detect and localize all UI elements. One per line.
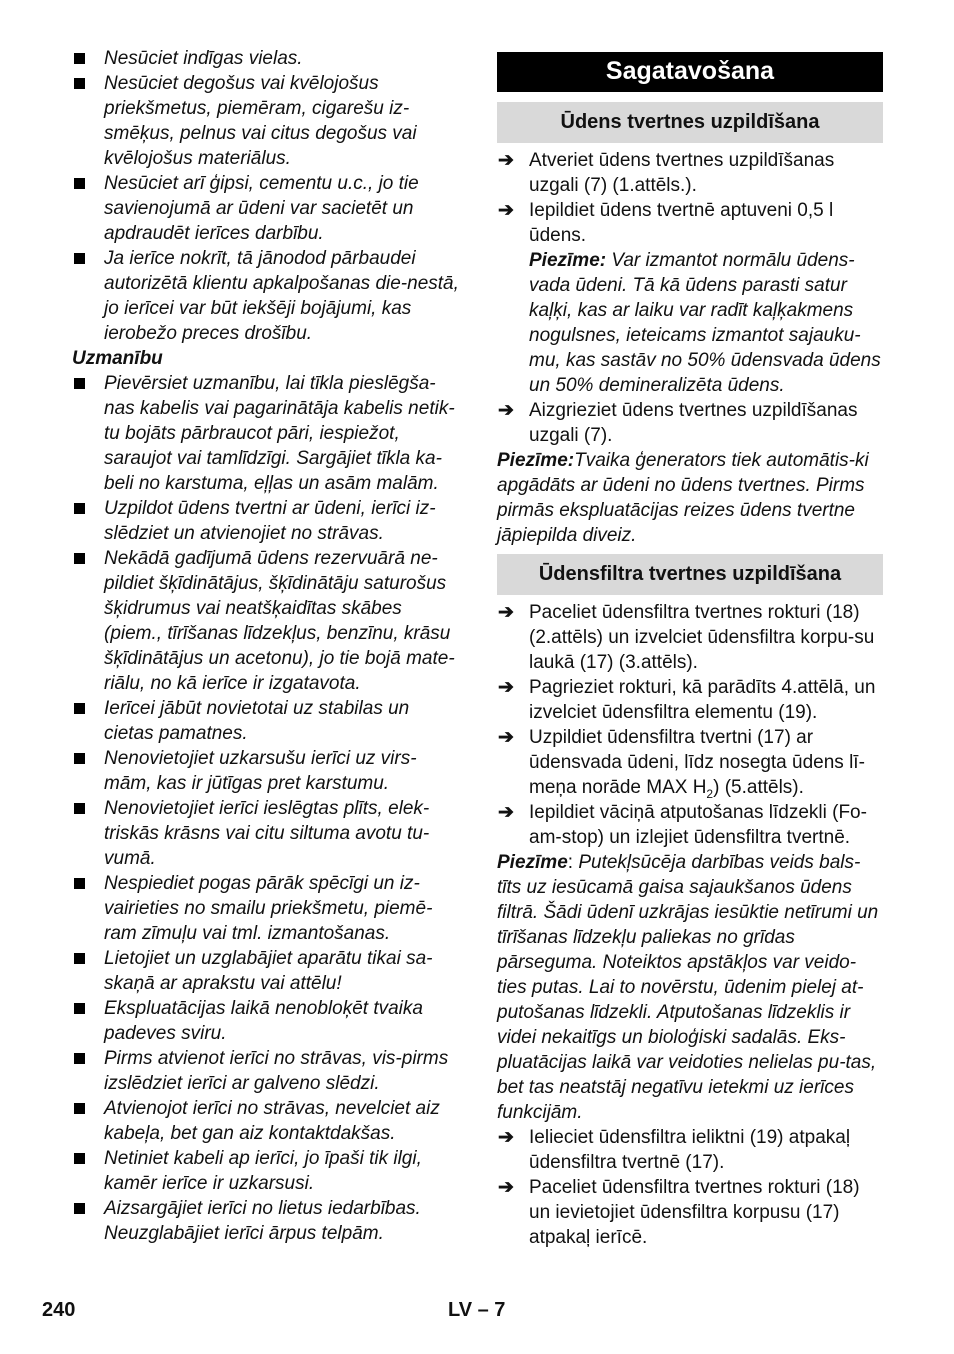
- bullet-square-icon: [74, 1003, 85, 1014]
- list-item: Nenovietojiet uzkarsušu ierīci uz virs-mām, kas ir jūtīgas pret karstumu.: [72, 746, 464, 796]
- bullet-square-icon: [74, 878, 85, 889]
- list-item: ➔ Pagrieziet rokturi, kā parādīts 4.attēlā, un izvelciet ūdensfiltra elementu (19).: [498, 677, 876, 723]
- bullet-square-icon: [74, 953, 85, 964]
- list-item: Ekspluatācijas laikā nenobloķēt tvaika padeves sviru.: [72, 996, 464, 1046]
- water-filter-steps: [497, 600, 883, 850]
- list-item: Ierīcei jābūt novietotai uz stabilas un cietas pamatnes.: [72, 696, 464, 746]
- list-item: ➔ Iepildiet vāciņā atputošanas līdzekli (Fo-am-stop) un izlejiet ūdensfiltra tvertnē.: [498, 802, 867, 848]
- bullet-square-icon: [74, 378, 85, 389]
- page-label: LV – 7: [448, 1299, 506, 1321]
- list-item: Nesūciet arī ģipsi, cementu u.c., jo tie savienojumā ar ūdeni var sacietēt un apdraudēt ierīces darbību.: [72, 171, 464, 246]
- list-item: ➔ Uzpildiet ūdensfiltra tvertni (17) ar ūdensvada ūdeni, līdz nosegta ūdens lī-meņa norāde MAX $H_2$) (5.attēls).: [498, 727, 865, 801]
- list-item: Nesūciet indīgas vielas.: [72, 46, 464, 71]
- subsection-title-water-filter: Ūdensfiltra tvertnes uzpildīšana: [497, 554, 883, 595]
- list-item: Atvienojot ierīci no strāvas, nevelciet aiz kabeļa, bet gan aiz kontaktdakšas.: [72, 1096, 464, 1146]
- inline-note: Piezīme: Var izmantot normālu ūdens-vada ūdeni. Tā kā ūdens parasti satur kaļķi, kas ar laiku var radīt kaļķakmens nogulsnes, ieteicams izmantot sajauku-mu, kas sastāv no 50% ūdensvada ūdens un 50% demineralizēta ūdens.: [529, 250, 881, 396]
- bullet-square-icon: [74, 253, 85, 264]
- arrow-right-icon: ➔: [498, 1177, 514, 1198]
- water-tank-steps: [497, 148, 883, 448]
- list-item: ➔ Aizgrieziet ūdens tvertnes uzpildīšanas uzgali (7).: [498, 400, 858, 446]
- list-item: Aizsargājiet ierīci no lietus iedarbības. Neuzglabājiet ierīci ārpus telpām.: [72, 1196, 464, 1246]
- bullet-square-icon: [74, 703, 85, 714]
- bullet-square-icon: [74, 1153, 85, 1164]
- arrow-right-icon: ➔: [498, 802, 514, 823]
- safety-list-caution: [72, 371, 464, 1246]
- bullet-square-icon: [74, 1103, 85, 1114]
- bullet-square-icon: [74, 753, 85, 764]
- bullet-square-icon: [74, 178, 85, 189]
- list-item: Nesūciet degošus vai kvēlojošus priekšmetus, piemēram, cigarešu iz-smēķus, pelnus vai citus degošus vai kvēlojošus materiālus.: [72, 71, 464, 171]
- list-item: Netiniet kabeli ap ierīci, jo īpaši tik ilgi, kamēr ierīce ir uzkarsusi.: [72, 1146, 464, 1196]
- bullet-square-icon: [74, 553, 85, 564]
- page-number: 240: [42, 1299, 76, 1321]
- list-item: Nekādā gadījumā ūdens rezervuārā ne-pildiet šķīdinātājus, šķīdinātāju saturošus šķidrumus vai neatšķaidītas skābes (piem., tīrīšanas līdzekļus, benzīnu, krāsu šķīdinātājus un acetonu), jo tie bojā mate-riālu, no kā ierīce ir izgatavota.: [72, 546, 464, 696]
- list-item: Ja ierīce nokrīt, tā jānodod pārbaudei autorizētā klientu apkalpošanas die-nestā, jo ierīcei var būt iekšēji bojājumi, kas ierobežo preces drošību.: [72, 246, 464, 346]
- list-item: ➔ Ielieciet ūdensfiltra ieliktni (19) atpakaļ ūdensfiltra tvertnē (17).: [498, 1127, 851, 1173]
- arrow-right-icon: ➔: [498, 400, 514, 421]
- bullet-square-icon: [74, 503, 85, 514]
- water-tank-note: Piezīme:Tvaika ģenerators tiek automātis-ki apgādāts ar ūdeni no ūdens tvertnes. Pirms pirmās ekspluatācijas reizes ūdens tvertne jāpiepilda diveiz.: [497, 450, 869, 546]
- safety-list-top: [72, 46, 464, 346]
- caution-heading: Uzmanību: [72, 348, 163, 369]
- list-item: Pievērsiet uzmanību, lai tīkla pieslēgša-nas kabelis vai pagarinātāja kabelis netik-tu bojāts pārbraucot pāri, iespiežot, saraujot vai tamlīdzīgi. Sargājiet tīkla ka-beli no karstuma, eļļas un asām malām.: [72, 371, 464, 496]
- bullet-square-icon: [74, 1053, 85, 1064]
- arrow-right-icon: ➔: [498, 677, 514, 698]
- subsection-title-water-tank: Ūdens tvertnes uzpildīšana: [497, 102, 883, 143]
- bullet-square-icon: [74, 1203, 85, 1214]
- arrow-right-icon: ➔: [498, 602, 514, 623]
- right-column: [497, 46, 883, 1250]
- bullet-square-icon: [74, 78, 85, 89]
- water-filter-note: Piezīme: Putekļsūcēja darbības veids bals-tīts uz iesūcamā gaisa sajaukšanos ūdens filtrā. Šādi ūdenī uzkrājas iesūktie netīrumi un tīrīšanas līdzekļu paliekas no grīdas pārseguma. Noteiktos apstākļos var veido-ties putas. Lai to novērstu, ūdenim pielej at-putošanas līdzekli. Atputošanas līdzeklis ir videi nekaitīgs un bioloģiski sadalās. Eks-pluatācijas laikā var veidoties nelielas pu-tas, bet tas neatstāj negatīvu ietekmi uz ierīces funkcijām.: [497, 852, 879, 1123]
- list-item: ➔ Paceliet ūdensfiltra tvertnes rokturi (18) un ievietojiet ūdensfiltra korpusu (17) atpakaļ ierīcē.: [498, 1177, 860, 1248]
- list-item: Lietojiet un uzglabājiet aparātu tikai sa-skaņā ar aprakstu vai attēlu!: [72, 946, 464, 996]
- bullet-square-icon: [74, 803, 85, 814]
- arrow-right-icon: ➔: [498, 1127, 514, 1148]
- section-title: Sagatavošana: [497, 52, 883, 92]
- list-item: ➔ Atveriet ūdens tvertnes uzpildīšanas uzgali (7) (1.attēls.).: [498, 150, 835, 196]
- list-item: Nenovietojiet ierīci ieslēgtas plīts, elek-triskās krāsns vai citu siltuma avotu tu-vumā.: [72, 796, 464, 871]
- list-item: Pirms atvienot ierīci no strāvas, vis-pirms izslēdziet ierīci ar galveno slēdzi.: [72, 1046, 464, 1096]
- water-filter-steps-after: [497, 1125, 883, 1250]
- left-column: [72, 46, 464, 1246]
- arrow-right-icon: ➔: [498, 150, 514, 171]
- list-item: ➔ Paceliet ūdensfiltra tvertnes rokturi (18) (2.attēls) un izvelciet ūdensfiltra korpu-su laukā (17) (3.attēls).: [498, 602, 875, 673]
- arrow-right-icon: ➔: [498, 727, 514, 748]
- list-item: Nespiediet pogas pārāk spēcīgi un iz-vairieties no smailu priekšmetu, piemē-ram zīmuļu vai tml. izmantošanas.: [72, 871, 464, 946]
- arrow-right-icon: ➔: [498, 200, 514, 221]
- bullet-square-icon: [74, 53, 85, 64]
- list-item: Uzpildot ūdens tvertni ar ūdeni, ierīci iz-slēdziet un atvienojiet no strāvas.: [72, 496, 464, 546]
- list-item: ➔ Iepildiet ūdens tvertnē aptuveni 0,5 l ūdens. Piezīme: Var izmantot normālu ūdens-vada ūdeni. Tā kā ūdens parasti satur kaļķi, kas ar laiku var radīt kaļķakmens nogulsnes, ieteicams izmantot sajauku-mu, kas sastāv no 50% ūdensvada ūdens un 50% demineralizēta ūdens.: [497, 198, 883, 398]
